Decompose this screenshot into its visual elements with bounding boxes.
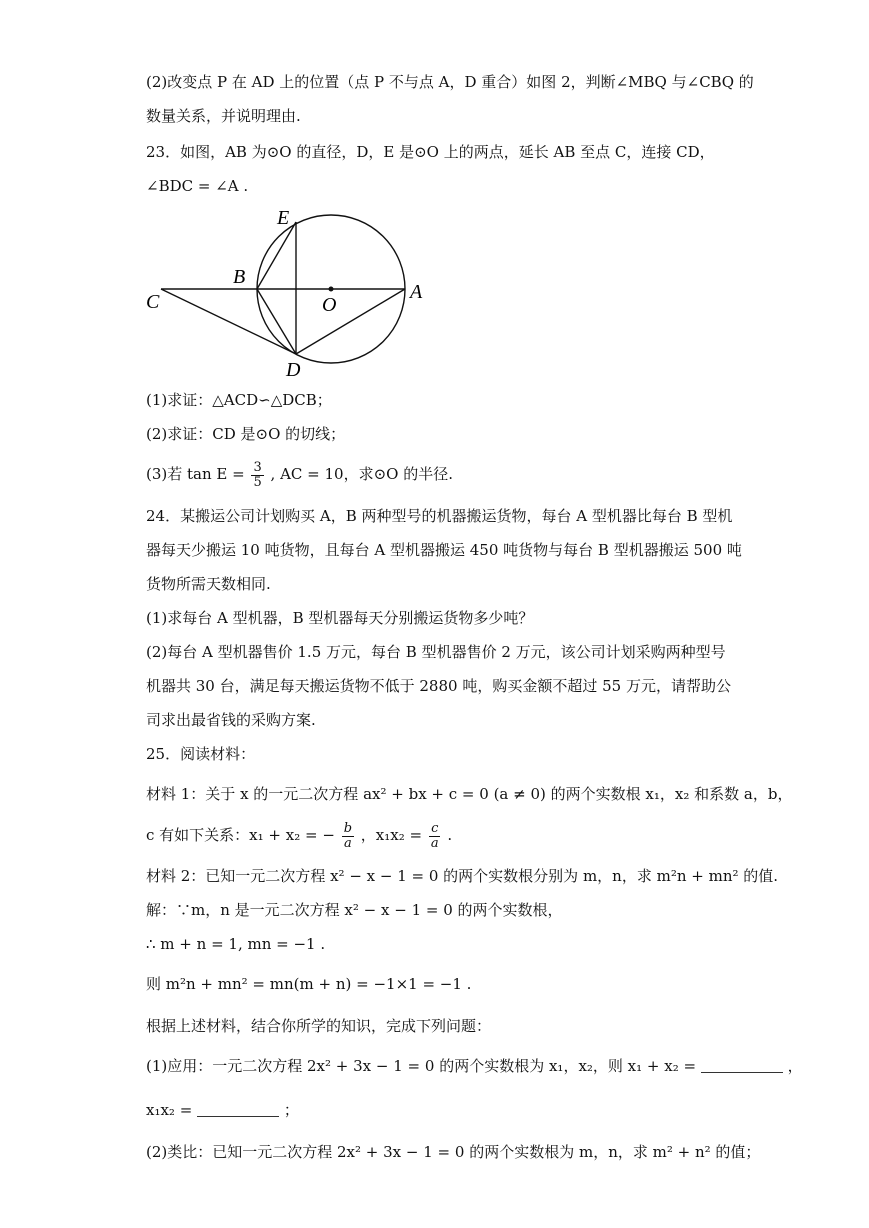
q23-intro-line2: ∠BDC = ∠A . <box>146 177 249 195</box>
q25-material2: 材料 2：已知一元二次方程 x² − x − 1 = 0 的两个实数根分别为 m，n，求 m²n + mn² 的值. <box>146 867 779 885</box>
fraction-numerator: b <box>343 820 353 836</box>
q23-part3 <box>146 458 453 490</box>
q25-part1-line2 <box>146 1100 299 1120</box>
segment-be <box>257 222 296 289</box>
fraction-c-over-a <box>429 822 441 851</box>
q25-part1-product: x₁x₂ = <box>146 1101 193 1119</box>
q24-line3: 货物所需天数相同. <box>146 575 271 593</box>
q25-title: 25．阅读材料： <box>146 745 256 763</box>
answer-blank-sum[interactable] <box>701 1072 783 1073</box>
q25-part2: (2)类比：已知一元二次方程 2x² + 3x − 1 = 0 的两个实数根为 m，n，求 m² + n² 的值； <box>146 1143 761 1161</box>
q25-solution-line1: 解：∵m，n 是一元二次方程 x² − x − 1 = 0 的两个实数根， <box>146 901 563 919</box>
q25-material1-line2 <box>146 818 452 852</box>
q25-instruction: 根据上述材料，结合你所学的知识，完成下列问题： <box>146 1017 492 1035</box>
q23-part3-prefix: (3)若 tan E = <box>146 465 245 483</box>
material1-relation-prefix: c 有如下关系：x₁ + x₂ = − <box>146 826 335 844</box>
fraction-denominator: a <box>430 835 439 851</box>
q25-material1-line1: 材料 1：关于 x 的一元二次方程 ax² + bx + c = 0 (a ≠ 0) 的两个实数根 x₁，x₂ 和系数 a，b， <box>146 785 793 803</box>
fraction-denominator: a <box>343 835 352 851</box>
q23-part2: (2)求证：CD 是⊙O 的切线； <box>146 425 346 443</box>
q24-part2-line3: 司求出最省钱的采购方案. <box>146 711 316 729</box>
answer-blank-product[interactable] <box>197 1116 279 1117</box>
segment-ad <box>296 289 405 354</box>
q24-part1: (1)求每台 A 型机器，B 型机器每天分别搬运货物多少吨？ <box>146 609 534 627</box>
center-point-o <box>329 287 334 292</box>
label-a: A <box>410 281 423 303</box>
q23-part3-suffix: , AC = 10，求⊙O 的半径. <box>270 465 453 483</box>
fraction-denominator: 5 <box>253 474 262 490</box>
q23-intro-line1: 23．如图，AB 为⊙O 的直径，D，E 是⊙O 上的两点，延长 AB 至点 C，连接 CD， <box>146 143 715 161</box>
q24-line2: 器每天少搬运 10 吨货物，且每台 A 型机器搬运 450 吨货物与每台 B 型机器搬运 500 吨 <box>146 541 742 559</box>
q23-part1: (1)求证：△ACD∽△DCB； <box>146 391 332 409</box>
label-b: B <box>233 266 246 288</box>
q24-part2-line2: 机器共 30 台，满足每天搬运货物不低于 2880 吨，购买金额不超过 55 万元，请帮助公 <box>146 677 731 695</box>
q25-part1-text: (1)应用：一元二次方程 2x² + 3x − 1 = 0 的两个实数根为 x₁，x₂，则 x₁ + x₂ = <box>146 1057 697 1075</box>
fraction-numerator: 3 <box>253 459 262 475</box>
q25-solution-line3: 则 m²n + mn² = mn(m + n) = −1×1 = −1 . <box>146 975 472 993</box>
label-e: E <box>277 207 290 229</box>
material1-relation-middle: ，x₁x₂ = <box>360 826 423 844</box>
label-c: C <box>146 291 160 313</box>
q22-part2-line2: 数量关系，并说明理由. <box>146 107 301 125</box>
label-d: D <box>286 359 301 379</box>
q25-part1-punct: ， <box>787 1057 803 1075</box>
q25-part1-line1 <box>146 1056 803 1076</box>
label-o: O <box>322 294 337 316</box>
q24-line1: 24．某搬运公司计划购买 A，B 两种型号的机器搬运货物，每台 A 型机器比每台 B 型机 <box>146 507 733 525</box>
q22-part2-line1: (2)改变点 P 在 AD 上的位置（点 P 不与点 A，D 重合）如图 2，判断∠MBQ 与∠CBQ 的 <box>146 73 754 91</box>
q25-part1-end: ； <box>283 1101 299 1119</box>
q24-part2-line1: (2)每台 A 型机器售价 1.5 万元，每台 B 型机器售价 2 万元，该公司计划采购两种型号 <box>146 643 726 661</box>
fraction-b-over-a <box>342 822 354 851</box>
fraction-numerator: c <box>431 820 439 836</box>
material1-relation-end: . <box>447 826 453 844</box>
q25-solution-line2: ∴ m + n = 1, mn = −1 . <box>146 935 326 953</box>
fraction-three-fifths <box>251 461 263 490</box>
geometry-figure <box>146 204 426 379</box>
